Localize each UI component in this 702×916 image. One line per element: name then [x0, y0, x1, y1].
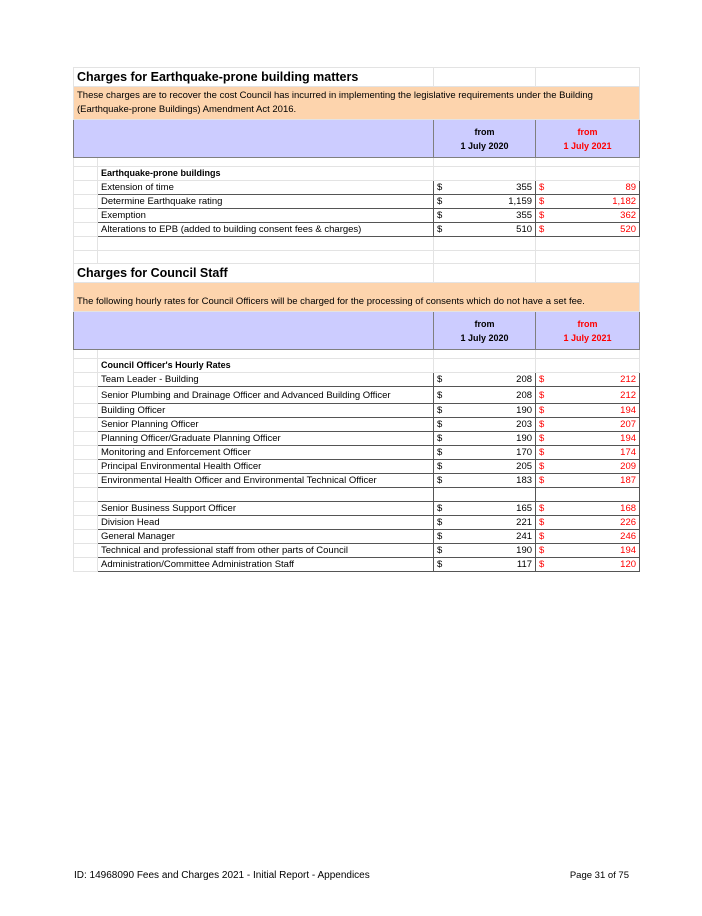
fee-2021 [536, 502, 640, 516]
fee-2020-value: 355 [516, 210, 533, 221]
fee-2021 [536, 209, 640, 223]
fee-label: Monitoring and Enforcement Officer [98, 446, 434, 460]
section-title: Charges for Council Staff [74, 264, 434, 283]
subheading-row [74, 167, 640, 181]
fee-2021 [536, 460, 640, 474]
fee-2020-value: 165 [516, 503, 533, 514]
currency-symbol: $ [539, 545, 545, 556]
fee-2021-value: 194 [620, 545, 637, 556]
fee-row [74, 544, 640, 558]
section-intro-row [74, 87, 640, 120]
currency-symbol: $ [539, 475, 545, 486]
fee-label: Building Officer [98, 404, 434, 418]
currency-symbol: $ [437, 517, 443, 528]
footer-page-number: Page 31 of 75 [569, 870, 629, 881]
currency-symbol: $ [539, 182, 545, 193]
fee-2020 [434, 502, 536, 516]
fee-2020 [434, 223, 536, 237]
currency-symbol: $ [539, 419, 545, 430]
fee-2020-value: 241 [516, 531, 533, 542]
fee-label: Administration/Committee Administration Staff [98, 558, 434, 572]
fee-2020-value: 203 [516, 419, 533, 430]
column-header-row [74, 120, 640, 158]
fee-label: General Manager [98, 530, 434, 544]
fee-row [74, 223, 640, 237]
fee-2021 [536, 373, 640, 387]
currency-symbol: $ [437, 531, 443, 542]
section-title-row [74, 68, 640, 87]
fee-row [74, 387, 640, 404]
fee-2020 [434, 446, 536, 460]
column-header-2020: from 1 July 2020 [434, 120, 536, 158]
fee-2020 [434, 404, 536, 418]
fee-label: Senior Planning Officer [98, 418, 434, 432]
currency-symbol: $ [437, 475, 443, 486]
fee-2020-value: 183 [516, 475, 533, 486]
fee-label: Determine Earthquake rating [98, 195, 434, 209]
fee-row [74, 404, 640, 418]
currency-symbol: $ [539, 210, 545, 221]
fee-2021 [536, 223, 640, 237]
fee-row [74, 209, 640, 223]
currency-symbol: $ [437, 545, 443, 556]
section-intro-row [74, 283, 640, 312]
fee-2020-value: 190 [516, 433, 533, 444]
fee-2021-value: 226 [620, 517, 637, 528]
column-header-2021: from 1 July 2021 [536, 312, 640, 350]
currency-symbol: $ [539, 503, 545, 514]
fee-2021-value: 209 [620, 461, 637, 472]
fee-2021-value: 246 [620, 531, 637, 542]
fee-2020-value: 208 [516, 389, 533, 401]
fee-2020-value: 208 [516, 374, 533, 385]
fee-row [74, 432, 640, 446]
fee-2021 [536, 404, 640, 418]
fee-2020-value: 221 [516, 517, 533, 528]
currency-symbol: $ [437, 224, 443, 235]
currency-symbol: $ [539, 405, 545, 416]
fee-2020 [434, 558, 536, 572]
subheading: Council Officer's Hourly Rates [98, 359, 434, 373]
fee-2020 [434, 530, 536, 544]
fee-label: Exemption [98, 209, 434, 223]
fee-label: Extension of time [98, 181, 434, 195]
currency-symbol: $ [437, 374, 443, 385]
fee-2021 [536, 446, 640, 460]
fee-2021-value: 212 [620, 389, 637, 401]
fee-label: Alterations to EPB (added to building consent fees & charges) [98, 223, 434, 237]
fee-2020 [434, 460, 536, 474]
subheading: Earthquake-prone buildings [98, 167, 434, 181]
fee-2021 [536, 418, 640, 432]
fee-2020 [434, 195, 536, 209]
currency-symbol: $ [539, 196, 545, 207]
fee-2021-value: 187 [620, 475, 637, 486]
fee-label: Senior Business Support Officer [98, 502, 434, 516]
fee-row [74, 181, 640, 195]
fee-2021-value: 194 [620, 405, 637, 416]
fee-2021-value: 194 [620, 433, 637, 444]
currency-symbol: $ [437, 559, 443, 570]
footer-doc-id: ID: 14968090 Fees and Charges 2021 - Initial Report - Appendices [74, 870, 370, 881]
fee-label: Technical and professional staff from other parts of Council [98, 544, 434, 558]
fee-2021 [536, 387, 640, 404]
fee-2021-value: 89 [625, 182, 637, 193]
column-header-2020: from 1 July 2020 [434, 312, 536, 350]
currency-symbol: $ [437, 433, 443, 444]
fee-2021-value: 207 [620, 419, 637, 430]
fee-row [74, 195, 640, 209]
fee-2021-value: 120 [620, 559, 637, 570]
fee-2021-value: 174 [620, 447, 637, 458]
fee-row [74, 502, 640, 516]
fee-2021 [536, 558, 640, 572]
section-title-row [74, 264, 640, 283]
fee-row [74, 558, 640, 572]
fees-table [73, 67, 640, 572]
currency-symbol: $ [539, 531, 545, 542]
fee-row [74, 516, 640, 530]
fee-row [74, 460, 640, 474]
fee-2021 [536, 530, 640, 544]
fee-2020-value: 205 [516, 461, 533, 472]
currency-symbol: $ [437, 447, 443, 458]
currency-symbol: $ [539, 374, 545, 385]
fee-2021-value: 520 [620, 224, 637, 235]
currency-symbol: $ [437, 182, 443, 193]
fee-label: Principal Environmental Health Officer [98, 460, 434, 474]
currency-symbol: $ [437, 405, 443, 416]
fee-2020-value: 190 [516, 545, 533, 556]
fee-2020 [434, 181, 536, 195]
fee-2021 [536, 432, 640, 446]
fee-2020 [434, 387, 536, 404]
fee-2020 [434, 516, 536, 530]
currency-symbol: $ [437, 461, 443, 472]
fee-label: Environmental Health Officer and Environmental Technical Officer [98, 474, 434, 488]
fee-row [74, 373, 640, 387]
fee-2020 [434, 209, 536, 223]
fee-2020 [434, 373, 536, 387]
currency-symbol: $ [437, 210, 443, 221]
currency-symbol: $ [539, 559, 545, 570]
currency-symbol: $ [539, 224, 545, 235]
fee-2020 [434, 474, 536, 488]
fee-row [74, 446, 640, 460]
fee-2021-value: 362 [620, 210, 637, 221]
currency-symbol: $ [539, 433, 545, 444]
fee-2021 [536, 195, 640, 209]
section-intro: These charges are to recover the cost Council has incurred in implementing the legislative requirements under the Building (Earthquake-prone Buildings) Amendment Act 2016. [74, 87, 640, 120]
fee-label: Team Leader - Building [98, 373, 434, 387]
fee-2020 [434, 544, 536, 558]
fee-row [74, 474, 640, 488]
fee-2021 [536, 181, 640, 195]
fee-2021-value: 212 [620, 374, 637, 385]
column-header-2021: from 1 July 2021 [536, 120, 640, 158]
fee-2021 [536, 544, 640, 558]
currency-symbol: $ [437, 503, 443, 514]
fees-sheet [73, 67, 639, 572]
fee-label: Senior Plumbing and Drainage Officer and Advanced Building Officer [98, 387, 434, 404]
fee-2020-value: 355 [516, 182, 533, 193]
fee-label: Planning Officer/Graduate Planning Officer [98, 432, 434, 446]
fee-2021-value: 1,182 [612, 196, 637, 207]
fee-2021-value: 168 [620, 503, 637, 514]
column-header-row [74, 312, 640, 350]
currency-symbol: $ [539, 461, 545, 472]
fee-row [74, 530, 640, 544]
section-title: Charges for Earthquake-prone building matters [74, 68, 434, 87]
fee-2020 [434, 432, 536, 446]
fee-2021 [536, 516, 640, 530]
fee-2020-value: 190 [516, 405, 533, 416]
fee-2020 [434, 418, 536, 432]
currency-symbol: $ [437, 196, 443, 207]
currency-symbol: $ [539, 447, 545, 458]
currency-symbol: $ [539, 517, 545, 528]
fee-2020-value: 117 [516, 559, 533, 570]
currency-symbol: $ [437, 389, 443, 401]
currency-symbol: $ [539, 389, 545, 401]
subheading-row [74, 359, 640, 373]
fee-2020-value: 510 [516, 224, 533, 235]
currency-symbol: $ [437, 419, 443, 430]
fee-2020-value: 1,159 [508, 196, 533, 207]
section-intro: The following hourly rates for Council Officers will be charged for the processing of consents which do not have a set fee. [74, 283, 640, 312]
fee-row [74, 418, 640, 432]
fee-label: Division Head [98, 516, 434, 530]
fee-2020-value: 170 [516, 447, 533, 458]
fee-2021 [536, 474, 640, 488]
